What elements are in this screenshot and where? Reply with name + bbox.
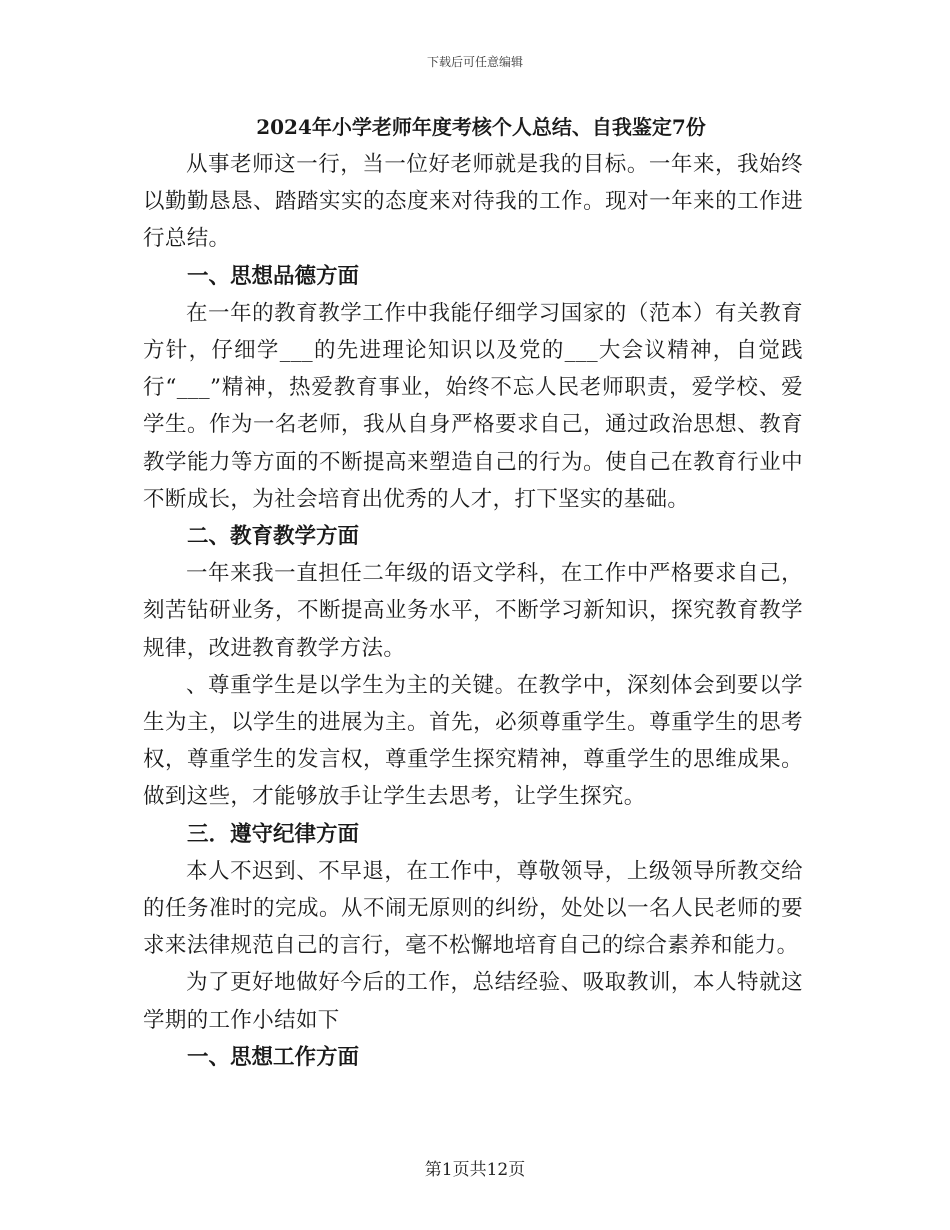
- paragraph-teaching: 一年来我一直担任二年级的语文学科，在工作中严格要求自己，刻苦钻研业务，不断提高业务水平，不断学习新知识，探究教育教学规律，改进教育教学方法。: [143, 561, 803, 661]
- page-number: 第1页共12页: [424, 1160, 526, 1180]
- section-heading-thought-work: 一、思想工作方面: [187, 1044, 360, 1070]
- page-header: 下载后可任意编辑: [426, 55, 523, 69]
- paragraph-summary-intro: 为了更好地做好今后的工作，总结经验、吸取教训，本人特就这学期的工作小结如下: [143, 970, 803, 1033]
- paragraph-intro: 从事老师这一行，当一位好老师就是我的目标。一年来，我始终以勤勤恳恳、踏踏实实的态度来对待我的工作。现对一年来的工作进行总结。: [143, 152, 803, 252]
- document-title: 2024年小学老师年度考核个人总结、自我鉴定7份: [256, 115, 706, 139]
- paragraph-ideology: 在一年的教育教学工作中我能仔细学习国家的（范本）有关教育方针，仔细学___的先进理论知识以及党的___大会议精神，自觉践行“___”精神，热爱教育事业，始终不忘人民老师职责，爱学校、爱学生。作为一名老师，我从自身严格要求自己，通过政治思想、教育教学能力等方面的不断提高来塑造自己的行为。使自己在教育行业中不断成长，为社会培育出优秀的人才，打下坚实的基础。: [143, 300, 803, 512]
- section-heading-discipline: 三．遵守纪律方面: [187, 821, 360, 847]
- section-heading-ideology: 一、思想品德方面: [187, 263, 360, 289]
- paragraph-discipline: 本人不迟到、不早退，在工作中，尊敬领导，上级领导所教交给的任务准时的完成。从不闹无原则的纠纷，处处以一名人民老师的要求来法律规范自己的言行，毫不松懈地培育自己的综合素养和能力。: [143, 858, 803, 959]
- paragraph-respect-students: 、尊重学生是以学生为主的关键。在教学中，深刻体会到要以学生为主，以学生的进展为主。首先，必须尊重学生。尊重学生的思考权，尊重学生的发言权，尊重学生探究精神，尊重学生的思维成果。做到这些，才能够放手让学生去思考，让学生探究。: [143, 672, 803, 810]
- section-heading-teaching: 二、教育教学方面: [187, 524, 360, 550]
- document-body: [143, 112, 803, 1076]
